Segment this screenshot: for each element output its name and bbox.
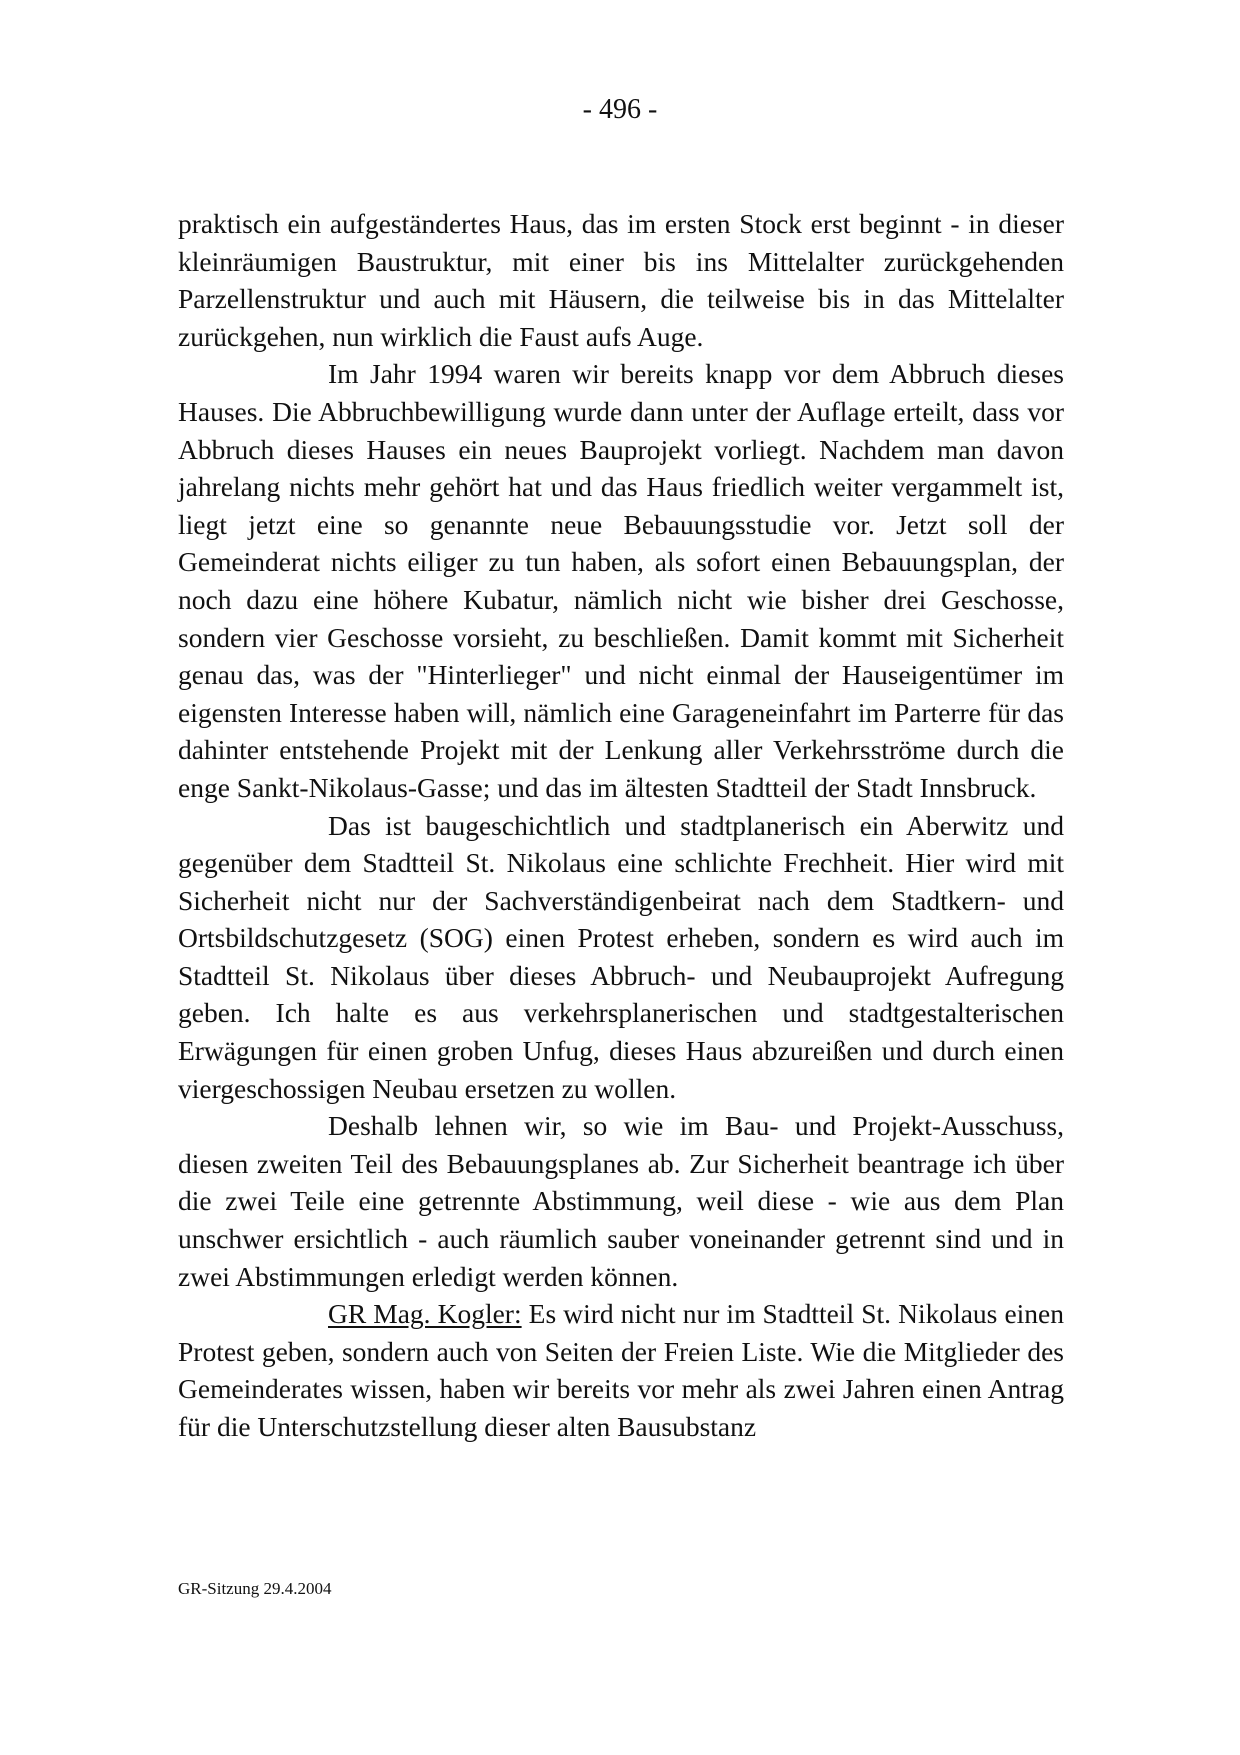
paragraph-3 xyxy=(178,807,1064,1108)
page-number: - 496 - xyxy=(582,94,658,125)
paragraph-1 xyxy=(178,205,1064,355)
paragraph-4-text: Deshalb lehnen wir, so wie im Bau- und Projekt-Ausschuss, diesen zweiten Teil des Bebauungsplanes ab. Zur Sicherheit beantrage ich über die zwei Teile eine getrennte Abstimmung, weil diese - wie aus dem Plan unschwer ersichtlich - auch räumlich sauber voneinander getrennt sind und in zwei Abstimmungen erledigt werden können. xyxy=(178,1110,1064,1292)
paragraph-4 xyxy=(178,1107,1064,1295)
paragraph-5-text: Es wird nicht nur im Stadtteil St. Nikolaus einen Protest geben, sondern auch von Seiten der Freien Liste. Wie die Mitglieder des Gemeinderates wissen, haben wir bereits vor mehr als zwei Jahren einen Antrag für die Unterschutzstellung dieser alten Bausubstanz xyxy=(178,1298,1064,1442)
footer-session-date: GR-Sitzung 29.4.2004 xyxy=(178,1579,332,1598)
speaker-name: GR Mag. Kogler: xyxy=(328,1298,522,1330)
paragraph-5 xyxy=(178,1295,1064,1445)
paragraph-1-text: praktisch ein aufgeständertes Haus, das im ersten Stock erst beginnt - in dieser kleinräumigen Baustruktur, mit einer bis ins Mittelalter zurückgehenden Parzellenstruktur und auch mit Häusern, die teilweise bis in das Mittelalter zurückgehen, nun wirklich die Faust aufs Auge. xyxy=(178,208,1064,352)
document-body xyxy=(178,205,1064,1446)
paragraph-2-text: Im Jahr 1994 waren wir bereits knapp vor dem Abbruch dieses Hauses. Die Abbruchbewilligung wurde dann unter der Auflage erteilt, dass vor Abbruch dieses Hauses ein neues Bauprojekt vorliegt. Nachdem man davon jahrelang nichts mehr gehört hat und das Haus friedlich weiter vergammelt ist, liegt jetzt eine so genannte neue Bebauungsstudie vor. Jetzt soll der Gemeinderat nichts eiliger zu tun haben, als sofort einen Bebauungsplan, der noch dazu eine höhere Kubatur, nämlich nicht wie bisher drei Geschosse, sondern vier Geschosse vorsieht, zu beschließen. Damit kommt mit Sicherheit genau das, was der "Hinterlieger" und nicht einmal der Hauseigentümer im eigensten Interesse haben will, nämlich eine Garageneinfahrt im Parterre für das dahinter entstehende Projekt mit der Lenkung aller Verkehrsströme durch die enge Sankt-Nikolaus-Gasse; und das im ältesten Stadtteil der Stadt Innsbruck. xyxy=(178,358,1064,803)
paragraph-3-text: Das ist baugeschichtlich und stadtplanerisch ein Aberwitz und gegenüber dem Stadtteil St. Nikolaus eine schlichte Frechheit. Hier wird mit Sicherheit nicht nur der Sachverständigenbeirat nach dem Stadtkern- und Ortsbildschutzgesetz (SOG) einen Protest erheben, sondern es wird auch im Stadtteil St. Nikolaus über dieses Abbruch- und Neubauprojekt Aufregung geben. Ich halte es aus verkehrsplanerischen und stadtgestalterischen Erwägungen für einen groben Unfug, dieses Haus abzureißen und durch einen viergeschossigen Neubau ersetzen zu wollen. xyxy=(178,809,1064,1104)
paragraph-2 xyxy=(178,355,1064,806)
